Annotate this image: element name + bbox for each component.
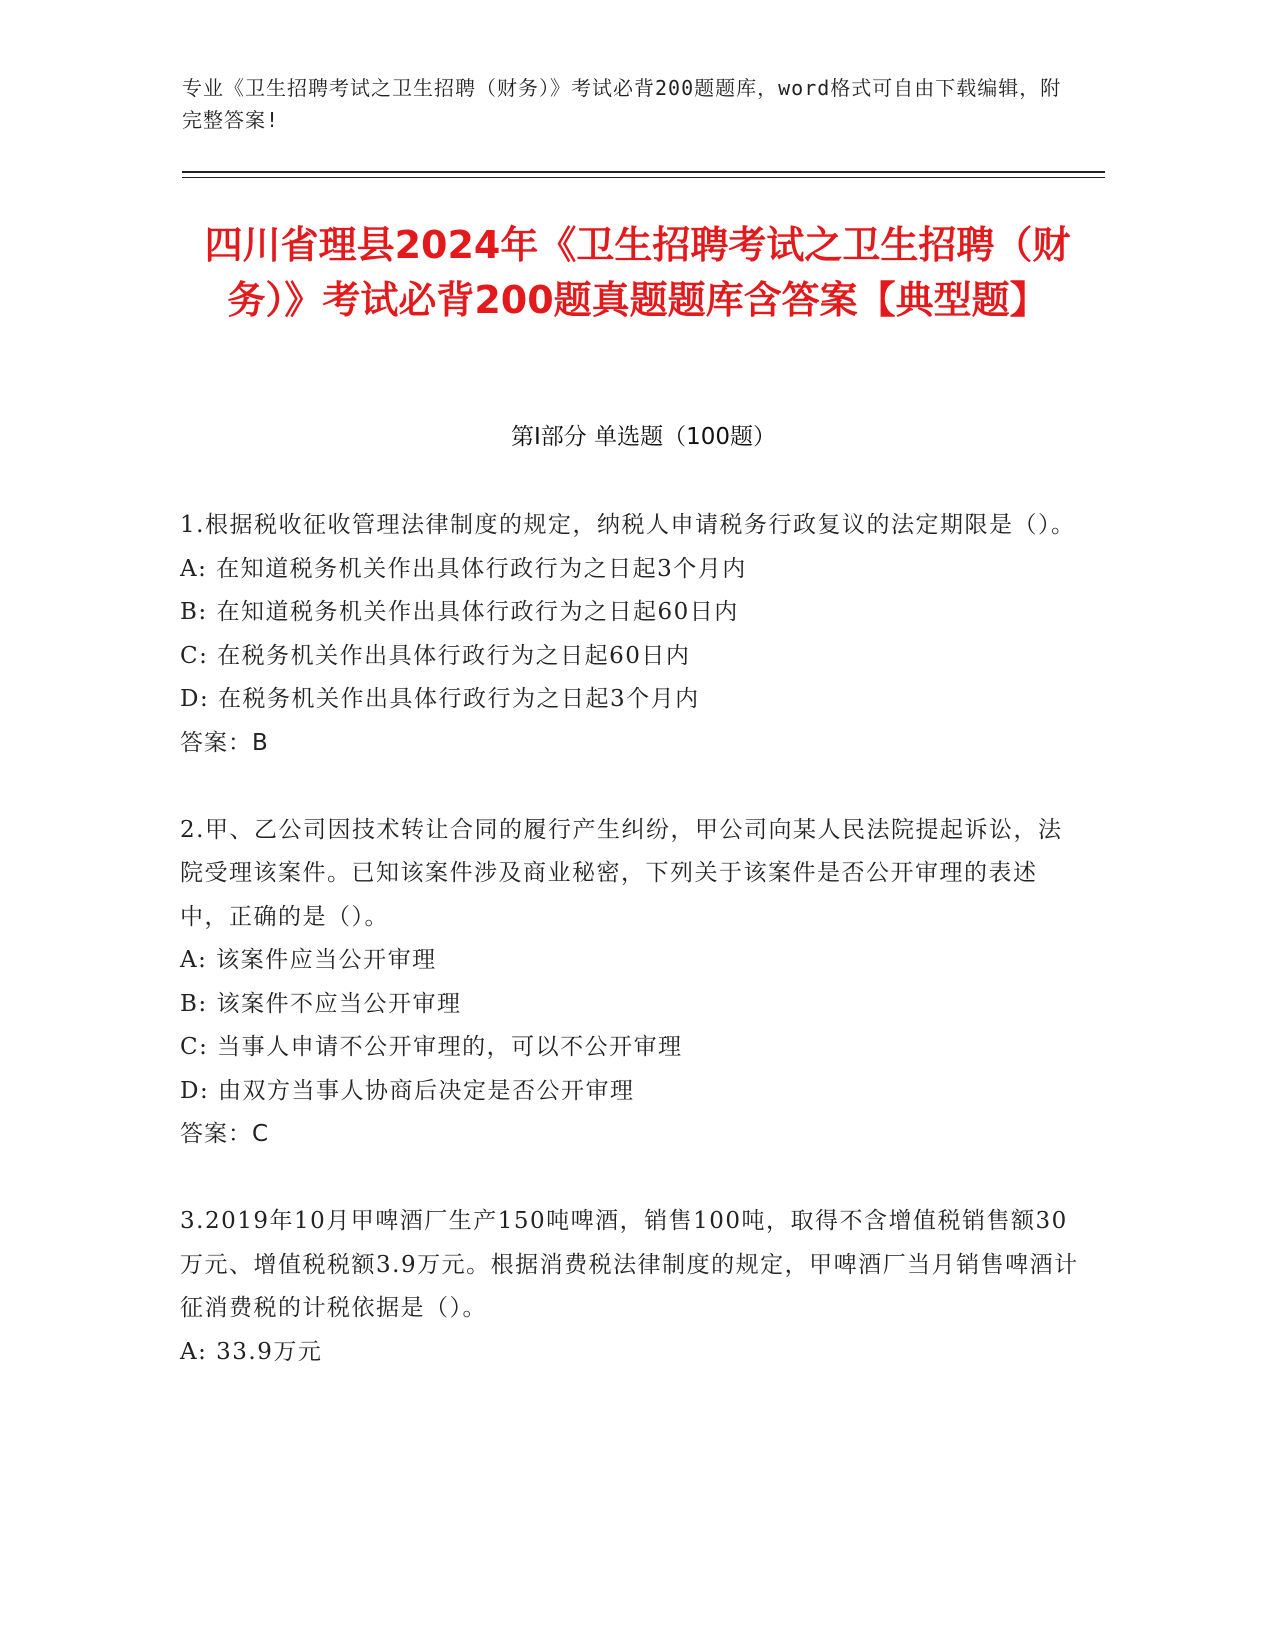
option-a: A: 33.9万元: [180, 1338, 323, 1365]
question-list: [180, 504, 1080, 1418]
option-d: D: 由双方当事人协商后决定是否公开审理: [180, 1077, 635, 1104]
option-a: A: 在知道税务机关作出具体行政行为之日起3个月内: [180, 555, 747, 582]
header-divider-thin: [182, 177, 1105, 178]
option-c: C: 在税务机关作出具体行政行为之日起60日内: [180, 642, 691, 669]
question-1: [180, 504, 1080, 765]
question-3: [180, 1200, 1080, 1374]
option-c: C: 当事人申请不公开审理的，可以不公开审理: [180, 1034, 683, 1060]
section-heading: 第I部分 单选题（100题）: [511, 424, 776, 450]
option-b: B: 该案件不应当公开审理: [180, 990, 462, 1017]
option-d: D: 在税务机关作出具体行政行为之日起3个月内: [180, 686, 700, 712]
question-stem: 3.2019年10月甲啤酒厂生产150吨啤酒，销售100吨，取得不含增值税销售额30万元、增值税税额3.9万元。根据消费税法律制度的规定，甲啤酒厂当月销售啤酒计征消费税的计税依据是（）。: [180, 1208, 1079, 1321]
answer: 答案：C: [180, 1121, 270, 1147]
question-stem: 1.根据税收征收管理法律制度的规定，纳税人申请税务行政复议的法定期限是（）。: [180, 512, 1076, 538]
answer: 答案：B: [180, 729, 269, 756]
document-title: 四川省理县2024年《卫生招聘考试之卫生招聘（财务）》考试必背200题真题题库含答案【典型题】: [204, 223, 1071, 322]
question-stem: 2.甲、乙公司因技术转让合同的履行产生纠纷，甲公司向某人民法院提起诉讼，法院受理该案件。已知该案件涉及商业秘密，下列关于该案件是否公开审理的表述中，正确的是（）。: [180, 816, 1063, 930]
option-a: A: 该案件应当公开审理: [180, 947, 437, 973]
header-note: 专业《卫生招聘考试之卫生招聘（财务）》考试必背200题题库，word格式可自由下载编辑，附完整答案!: [182, 76, 1062, 132]
option-b: B: 在知道税务机关作出具体行政行为之日起60日内: [180, 599, 739, 625]
question-2: [180, 809, 1080, 1157]
header-divider-thick: [182, 171, 1105, 173]
